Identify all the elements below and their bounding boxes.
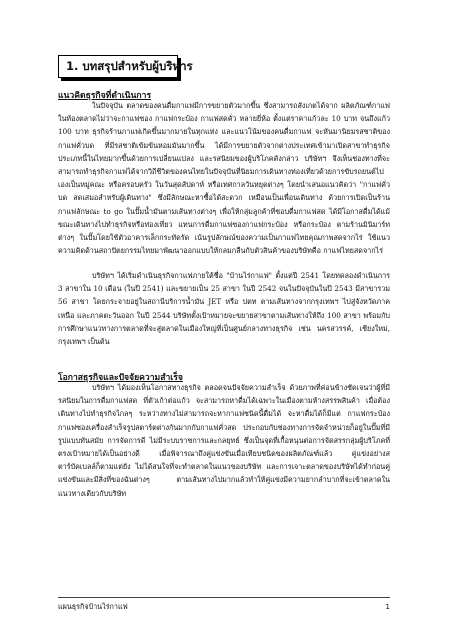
paragraph-company-history: บริษัทฯ ได้เริ่มดำเนินธุรกิจกาแฟภายใต้ชื่อ "บ้านไร่กาแฟ" ตั้งแต่ปี 2541 โดยทดลองดำเนินการ 3 สาขาใน 10 เดือน (ในปี 2541) และขยายเป็น 25 สาขา ในปี 2542 จนในปัจจุบันในปี 2543 มีสาขารวม 56 สาขา โดยกระจายอยู่ในสถานีบริการน้ำมัน JET หรือ ปตท ตามเส้นทางจากกรุงเทพฯ ไปสู่จังหวัดภาคเหนือ และภาคตะวันออก ในปี 2544 บริษัทตั้งเป้าหมายจะขยายสาขาตามเส้นทางให้ถึง 100 สาขา พร้อมกับการศึกษาแนวทางการตลาดที่จะสู่ตลาดในเมืองใหญ่ที่เป็นศูนย์กลางทางธุรกิจ เช่น นครสวรรค์, เชียงใหม่, กรุงเทพฯ เป็นต้น [58, 271, 390, 347]
footer-page-number: 1 [385, 602, 390, 611]
footer-document-title: แผนธุรกิจบ้านไร่กาแฟ [58, 602, 128, 611]
section-title-box [58, 55, 193, 78]
footer-divider [58, 597, 390, 598]
section-heading-opportunity: โอกาสธุรกิจและปัจจัยความสำเร็จ [58, 373, 183, 383]
section-title: 1. บทสรุปสำหรับผู้บริหาร [66, 58, 193, 73]
paragraph-business-concept: ในปัจจุบัน ตลาดของคนดื่มกาแฟมีการขยายตัวมากขึ้น ซึ่งสามารถสังเกตได้จาก ผลิตภัณฑ์กาแฟในท้องตลาดไม่ว่าจะกาแฟซอง กาแฟกระป๋อง กาแฟสดคั่ว หลายยี่ห้อ ตั้งแต่ราคาแก้วละ 10 บาท จนถึงแก้ว 100 บาท ธุรกิจร้านกาแฟเกิดขึ้นมากมายในทุกแห่ง และแนวโน้มของคนดื่มกาแฟ จะหันมานิยมรสชาติของกาแฟคั่วบด ที่มีรสชาติเข้มข้นหอมมันมากขึ้น ได้มีการขยายตัวจากต่างประเทศเข้ามาเปิดสาขาทำธุรกิจประเภทนี้ในไทยมากขึ้นด้วยการเปลี่ยนแปลง และรสนิยมของผู้บริโภคดังกล่าว บริษัทฯ จึงเห็นช่องทางที่จะสามารถทำธุรกิจกาแฟได้จากวิถีชีวิตของคนไทยในปัจจุบันที่นิยมการเดินทางท่องเที่ยวด้วยการขับรถยนต์ไปเองเป็นหมู่คณะ หรือครอบครัว ในวันสุดสัปดาห์ หรือเทศกาลวันหยุดต่างๆ โดยนำเสนอแนวคิดว่า "กาแฟคั่วบด สดเสมอสำหรับผู้เดินทาง" ซึ่งมีลักษณะหาซื้อได้สะดวก เหมือนเป็นเพื่อนเดินทาง ด้วยการเปิดเป็นร้านกาแฟลักษณะ to go ในปั๊มน้ำมันตามเส้นทางต่างๆ เพื่อให้กลุ่มลูกค้าที่ชอบดื่มกาแฟสด ได้มีโอกาสดื่มได้แม้ ขณะเดินทางไปทำธุรกิจหรือท่องเที่ยว แทนการดื่มกาแฟซองกาแฟกระป๋อง หรือกระป๋อง ตามร้านมินิมาร์ทต่างๆ ในปั๊มโดยใช้ตัวอาคารเล็กกระทัดรัด เน้นรูปลักษณ์ของความเป็นกาแฟไทยคุณภาพสดจากไร่ ใช้แนวความคิดด้านสถาปัตยกรรมไทยมาพัฒนาออกแบบให้กลมกลืนกับตัวสินค้าของบริษัทคือ กาแฟไทยสดจากไร่ [58, 101, 390, 256]
section-heading-business-concept: แนวคิดธุรกิจที่ดำเนินการ [58, 91, 152, 101]
paragraph-opportunity: บริษัทฯ ได้มองเห็นโอกาสทางธุรกิจ ตลอดจนปัจจัยความสำเร็จ ด้วยภาพที่ค่อนข้างชัดเจนว่าผู้ที่มีรสนิยมในการดื่มกาแฟสด ที่ตัวเก้าต่อแก้ว จะสามารถหาดื่มได้เฉพาะในเมืองตามห้างสรรพสินค้า เมื่อต้องเดินทางไปทำธุรกิจไกลๆ ระหว่างทางไม่สามารถจะหากาแฟชนิดนี้ดื่มได้ จะหาดื่มได้ก็มีแต่ กาแฟกระป๋อง กาแฟซองเครื่องสำเร็จรูปสตาร์ตต่างกันมากกับกาแฟคั่วสด ประกอบกับช่องทางการจัดจำหน่ายก็อยู่ในปั๊มที่มีรูปแบบทันสมัย การจัดการดี ไม่มีระบบราชการและกลยุทธ์ ซึ่งเป็นจุดที่เกื้อหนุนต่อการจัดสรรกลุ่มผู้บริโภคที่ตรงเป้าหมายได้เป็นอย่างดี เมื่อพิจารณาถึงคู่แข่งขันเมื่อเทียบชนิดของผลิตภัณฑ์แล้ว คู่แข่งอย่างสตาร์บัคเบลล์ก็ตามแต่ยัง ไม่ได้สนใจที่จะทำตลาดในแนวของบริษัท และการเจาะตลาดของบริษัทได้ทำก่อนคู่แข่งขันและมีสิ่งที่ของฉันต่างๆ ตามเส้นทางไปมากแล้วทำให้คู่แข่งมีความยากลำบากที่จะเข้าตลาดในแนวทางเดียวกับบริษัท [58, 383, 390, 498]
